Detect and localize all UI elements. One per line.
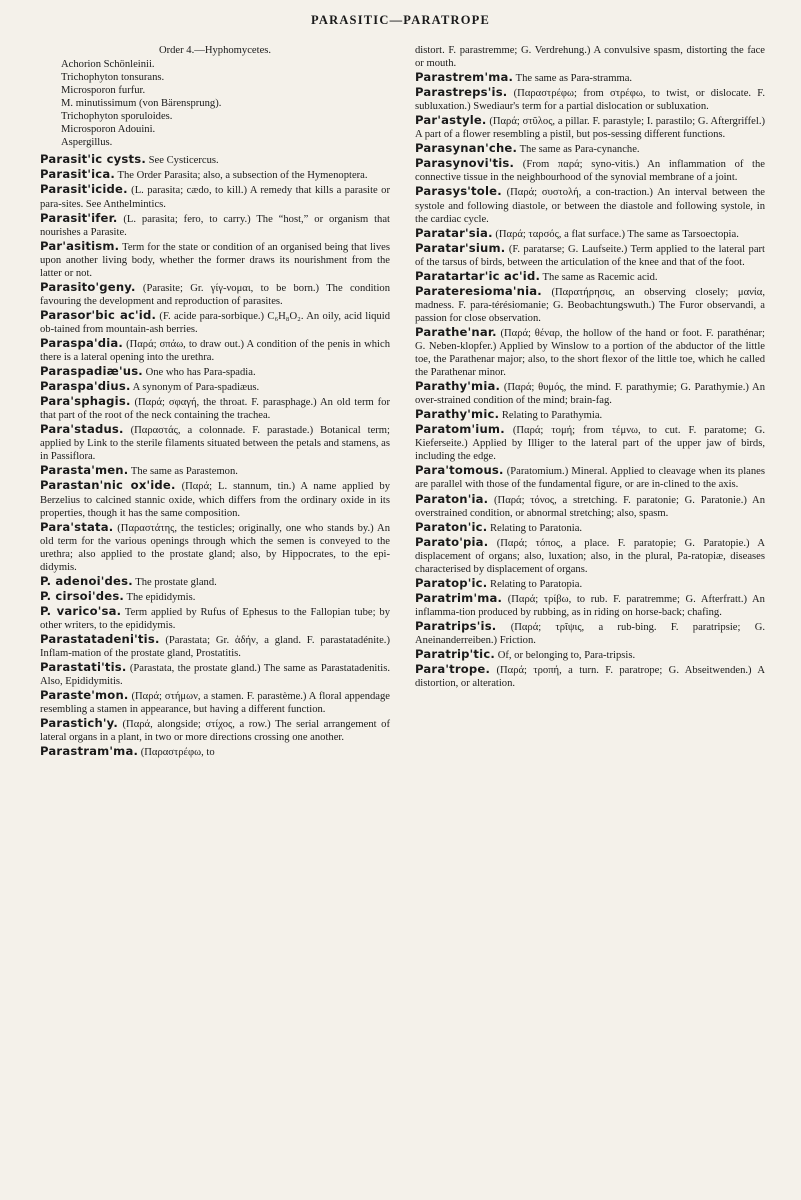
entry-headword: Parasit'ica. [40,167,115,182]
entry-headword: Parastati'tis. [40,660,127,675]
dictionary-entry [415,521,765,535]
dictionary-entry [40,745,390,759]
entry-definition: (Παραστάς, a colonnade. F. parastade.) Botanical term; applied by Link to the sterile filaments situated between the petals and stamens, as in Passiflora. [40,425,390,463]
entry-definition: Relating to Paratopia. [490,578,583,590]
entry-headword: Parasor'bic ac'id. [40,307,157,322]
dictionary-entry [415,536,765,576]
dictionary-entry [415,285,765,325]
entry-definition: (Παρατήρησις, an observing closely; μανία, madness. F. para-térésiomanie; G. Beobachtungswuth.) The Furor observandi, a passion for close observation. [415,286,765,324]
entry-definition: Relating to Paratonia. [489,522,583,534]
dictionary-entry [415,326,765,379]
entry-headword: Parasys'tole. [415,184,502,199]
dictionary-entry [415,493,765,520]
entry-definition: (Παρά; τόνος, a stretching. F. paratonie; G. Paratonie.) An overstrained condition, or abnormal stretching; also, spasm. [415,494,765,519]
entry-definition: (L. parasita; cædo, to kill.) A remedy that kills a parasite or para-sites. See Anthelmintics. [40,185,390,210]
entry-definition: (Paratomium.) Mineral. Applied to cleavage when its planes are parallel with those of the fundamental figure, or are in-clined to the axis. [415,466,765,491]
left-column [40,44,390,760]
entry-definition: Relating to Parathymia. [501,410,603,422]
dictionary-entry [415,663,765,690]
entry-definition: (Παρά; στῦλος, a pillar. F. parastyle; I. parastilo; G. Aftergriffel.) A part of a flower resembling a pistil, but pos-sessing different functions. [415,116,765,141]
entry-definition: distort. F. parastremme; G. Verdrehung.) A convulsive spasm, distorting the face or mouth. [415,45,765,70]
entry-headword: Parasynan'che. [415,141,518,156]
dictionary-entry [40,153,390,167]
entry-headword: Parasit'icide. [40,182,128,197]
entry-definition: (Parastata, the prostate gland.) The same as Parastatadenitis. Also, Epididymitis. [40,663,390,688]
entry-definition: (F. acide para-sorbique.) C₆H₈O₂. An oily, acid liquid ob-tained from mountain-ash berries. [40,310,390,335]
entry-headword: P. varico'sa. [40,603,122,618]
dictionary-entry [40,717,390,744]
entry-definition: (Παρά; σπάω, to draw out.) A condition of the penis in which there is a lateral opening into the urethra. [40,338,390,364]
entry-headword: Para'sphagis. [40,394,131,409]
entry-headword: Paraspadiæ'us. [40,364,143,379]
dictionary-entry [40,240,390,280]
dictionary-entry [40,605,390,632]
dictionary-entry [415,157,765,184]
entry-headword: Paraton'ia. [415,491,489,506]
dictionary-entry [415,227,765,241]
entry-headword: Parasit'ic cysts. [40,152,146,167]
entry-headword: Paratrips'is. [415,618,497,633]
entry-headword: Paratrip'tic. [415,647,496,662]
dictionary-entry [40,590,390,604]
dictionary-entry [415,242,765,269]
entry-definition: (Παρά; τρῖψις, a rub-bing. F. paratripsie; G. Aneinanderreiben.) Friction. [415,621,766,646]
entry-definition: Term applied by Rufus of Ephesus to the Fallopian tube; by other writers, to the epididymis. [40,606,390,631]
entry-definition: (Παρά; σφαγή, the throat. F. parasphage.) An old term for that part of the root of the neck containing the trachea. [40,397,390,422]
dictionary-entry [40,575,390,589]
entry-definition: The same as Para-cynanche. [519,144,640,156]
dictionary-entry [415,464,765,491]
dictionary-entry [415,577,765,591]
genus-list [40,58,390,149]
dictionary-entry [40,479,390,519]
dictionary-entry [415,142,765,156]
entry-definition: (Παραστάτης, the testicles; originally, one who stands by.) An old term for the various openings through which the semen is conveyed to the urethra; also applied to the prostate gland; also, by Hippocrates, to the epi-didymis. [40,522,390,573]
entry-definition: See Cysticercus. [148,155,219,167]
entry-definition: (Παρά; τομή; from τέμνω, to cut. F. paratome; G. Kieferseite.) Applied by Illiger to the lateral part of the upper jaw of birds, including the edge. [415,425,765,463]
entry-definition: (Παρά; θέναρ, the hollow of the hand or foot. F. parathénar; G. Neben-klopfer.) Applied by Winslow to a portion of the abductor of the little toe, the Parathenar major; also, to the short flexor of the little toe, which he called the Parathenar minor. [415,327,765,379]
entry-headword: P. adenoi'des. [40,573,133,588]
genus-item: Microsporon furfur. [61,85,146,97]
entry-headword: Parastrem'ma. [415,70,514,85]
dictionary-entry [40,183,390,210]
left-entry-list [40,153,390,759]
genus-item: Aspergillus. [61,137,113,149]
dictionary-entry [40,423,390,463]
entry-definition: Of, or belonging to, Para-tripsis. [497,650,636,662]
entry-definition: The epididymis. [126,591,196,603]
entry-headword: Paratar'sia. [415,225,493,240]
entry-definition: (Παρά, alongside; στίχος, a row.) The serial arrangement of lateral organs in a plant, in two or more directions crossing one another. [40,719,390,744]
right-column [415,44,765,691]
dictionary-entry [415,270,765,284]
dictionary-entry [40,337,390,364]
entry-definition: (Parasite; Gr. γίγ-νομαι, to be born.) The condition favouring the development and reproduction of parasites. [40,282,390,307]
right-entry-list [415,44,765,690]
entry-definition: (Παραστρέφω; from στρέφω, to twist, or dislocate. F. subluxation.) Swediaur's term for a partial dislocation or subluxation. [415,88,765,113]
entry-headword: Paraton'ic. [415,519,488,534]
dictionary-entry [415,408,765,422]
entry-definition: (Παρά; τόπος, a place. F. paratopie; G. Paratopie.) A displacement of organs; also, luxation; also, in the plural, Pa-ratopiæ, diseases characterised by displacement of organs. [415,537,766,575]
entry-headword: Parateresioma'nia. [415,283,542,298]
entry-headword: Parasta'men. [40,463,129,478]
dictionary-entry [40,633,390,660]
entry-definition: (L. parasita; fero, to carry.) The “host,” or organism that nourishes a Parasite. [40,213,390,238]
entry-definition: The same as Para-stramma. [515,73,633,85]
entry-headword: Par'astyle. [415,113,487,128]
genus-item: M. minutissimum (von Bärensprung). [61,98,222,110]
entry-headword: Parasit'ifer. [40,210,118,225]
entry-headword: Paratrim'ma. [415,590,503,605]
entry-definition: One who has Para-spadia. [145,367,256,379]
entry-definition: Term for the state or condition of an organised being that lives upon another living body, whether the former draws its nourishment from the latter or not. [40,241,390,279]
entry-definition: (Parastata; Gr. ἀδήν, a gland. F. parastatadénite.) Inflam-mation of the prostate gland, Prostatitis. [40,634,390,660]
entry-headword: Parastreps'is. [415,85,508,100]
entry-headword: Parato'pia. [415,534,489,549]
dictionary-entry [415,423,765,463]
dictionary-entry [40,395,390,422]
dictionary-entry [415,592,765,619]
entry-definition: (Παρά; στήμων, a stamen. F. parastème.) A floral appendage resembling a stamen in appearance, but having a different function. [40,691,390,716]
dictionary-entry [40,661,390,688]
entry-headword: Paratop'ic. [415,575,488,590]
entry-headword: Paraspa'dia. [40,335,124,350]
entry-definition: (Παρά; ταρσός, a flat surface.) The same as Tarsoectopia. [495,228,739,240]
dictionary-entry [415,44,765,70]
entry-headword: Parastich'y. [40,716,118,731]
entry-headword: Para'tomous. [415,463,504,478]
entry-definition: A synonym of Para-spadiæus. [132,382,260,394]
genus-item: Trichophyton sporuloides. [61,111,173,123]
running-head: PARASITIC—PARATROPE [310,13,491,27]
entry-definition: (Παρά; τροπή, a turn. F. paratrope; G. Abseitwenden.) A distortion, or alteration. [415,665,765,690]
entry-definition: (Παρά; θυμός, the mind. F. parathymie; G. Parathymie.) An over-strained condition of the mind; brain-fag. [415,382,765,407]
entry-headword: Parathy'mia. [415,379,501,394]
dictionary-entry [415,114,765,141]
genus-item: Achorion Schönleinii. [61,59,155,71]
entry-definition: The same as Racemic acid. [542,271,658,283]
entry-headword: Paratom'ium. [415,422,505,437]
dictionary-entry [40,464,390,478]
entry-headword: Par'asitism. [40,238,120,253]
entry-headword: Paraste'mon. [40,688,129,703]
entry-headword: Paratar'sium. [415,240,506,255]
entry-definition: The same as Parastemon. [130,466,238,478]
entry-headword: P. cirsoi'des. [40,588,125,603]
entry-definition: The prostate gland. [135,576,217,588]
dictionary-entry [415,380,765,407]
entry-definition: The Order Parasita; also, a subsection of the Hymenoptera. [117,170,368,182]
entry-headword: Paratartar'ic ac'id. [415,268,541,283]
genus-item: Microsporon Adouini. [61,124,156,136]
entry-headword: Parastan'nic ox'ide. [40,478,176,493]
entry-headword: Para'stata. [40,519,114,534]
dictionary-entry [40,380,390,394]
order-heading: Order 4.—Hyphomycetes. [158,45,272,56]
entry-headword: Para'trope. [415,662,491,677]
dictionary-entry [40,365,390,379]
entry-definition: (Παρά; τρίβω, to rub. F. paratremme; G. Afterfratt.) An inflamma-tion produced by rubbing, as in riding on horse-back; chafing. [415,593,765,618]
dictionary-entry [40,212,390,239]
dictionary-entry [415,620,765,647]
entry-headword: Parasito'geny. [40,279,136,294]
dictionary-entry [40,281,390,308]
entry-headword: Parathe'nar. [415,324,497,339]
entry-definition: (Παρά; L. stannum, tin.) A name applied by Berzelius to calcined stannic oxide, which differs from the ordinary oxide in its properties, though it has the same composition. [40,481,391,519]
dictionary-entry [40,689,390,716]
genus-item: Trichophyton tonsurans. [61,72,165,84]
dictionary-entry [415,71,765,85]
entry-headword: Paraspa'dius. [40,379,131,394]
dictionary-entry [415,86,765,113]
entry-definition: (From παρά; syno-vitis.) An inflammation of the connective tissue in the neighbourhood of the synovial membrane of a joint. [415,159,765,184]
entry-definition: (Παραστρέφω, to [140,747,215,759]
dictionary-entry [415,648,765,662]
dictionary-entry [40,521,390,574]
dictionary-entry [415,185,765,225]
dictionary-entry [40,309,390,336]
entry-headword: Parastatadeni'tis. [40,631,160,646]
entry-headword: Parasynovi'tis. [415,156,515,171]
entry-headword: Parastram'ma. [40,744,139,759]
dictionary-entry [40,168,390,182]
entry-headword: Para'stadus. [40,422,124,437]
entry-headword: Parathy'mic. [415,407,500,422]
entry-definition: (Παρά; συστολή, a con-traction.) An interval between the systole and following diastole, or between the diastole and following systole, in the cardiac cycle. [415,187,765,225]
entry-definition: (F. paratarse; G. Laufseite.) Term applied to the lateral part of the tarsus of birds, between the articulation of the knee and that of the foot. [415,243,765,268]
